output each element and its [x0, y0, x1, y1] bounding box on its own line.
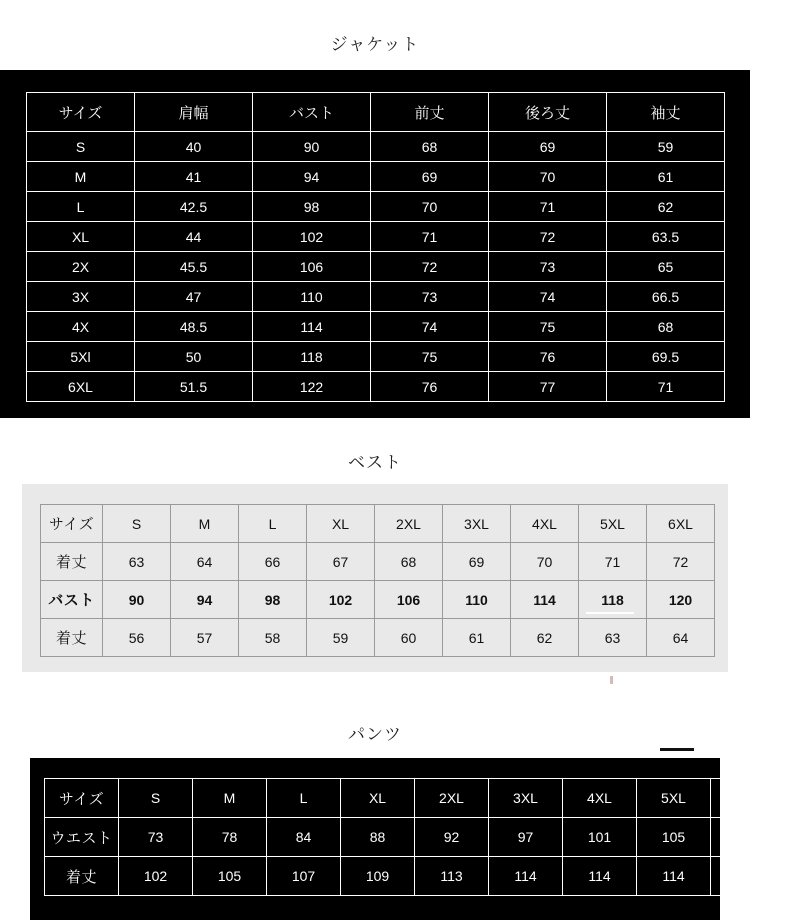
- cell: 77: [489, 372, 607, 402]
- cell: 73: [371, 282, 489, 312]
- cell: 118: [253, 342, 371, 372]
- table-row: [27, 282, 725, 312]
- table-row: [27, 342, 725, 372]
- cell: 40: [135, 132, 253, 162]
- cell: 59: [307, 619, 375, 657]
- table-row: [27, 192, 725, 222]
- cell: 2X: [27, 252, 135, 282]
- cell: 107: [267, 857, 341, 896]
- cell: 6XL: [711, 779, 785, 818]
- cell: 3XL: [443, 505, 511, 543]
- column-header: 前丈: [371, 93, 489, 132]
- cell: 70: [489, 162, 607, 192]
- cell: 69.5: [607, 342, 725, 372]
- row-header: サイズ: [45, 779, 119, 818]
- cell: 71: [579, 543, 647, 581]
- cell: 90: [103, 581, 171, 619]
- cell: 64: [647, 619, 715, 657]
- cell: 5XL: [579, 505, 647, 543]
- cell: 68: [375, 543, 443, 581]
- vest-section-title: ベスト: [348, 453, 402, 472]
- cell: 92: [415, 818, 489, 857]
- row-header: 着丈: [41, 543, 103, 581]
- cell: 120: [647, 581, 715, 619]
- cell: 78: [193, 818, 267, 857]
- cell: 72: [489, 222, 607, 252]
- cell: 63: [579, 619, 647, 657]
- cell: 45.5: [135, 252, 253, 282]
- cell: 102: [119, 857, 193, 896]
- column-header: バスト: [253, 93, 371, 132]
- table-row: [27, 312, 725, 342]
- row-header: 着丈: [41, 619, 103, 657]
- cell: 51.5: [135, 372, 253, 402]
- cell: L: [267, 779, 341, 818]
- cell: 122: [253, 372, 371, 402]
- cell: 67: [307, 543, 375, 581]
- cell: 60: [375, 619, 443, 657]
- cell: 48.5: [135, 312, 253, 342]
- cell: 63: [103, 543, 171, 581]
- pants-section-title: パンツ: [348, 725, 402, 744]
- cell: 71: [489, 192, 607, 222]
- cell: 101: [563, 818, 637, 857]
- cell: 114: [511, 581, 579, 619]
- cell: 109: [341, 857, 415, 896]
- cell: S: [27, 132, 135, 162]
- cell: 3XL: [489, 779, 563, 818]
- cell: 114: [489, 857, 563, 896]
- cell: 105: [193, 857, 267, 896]
- cell: L: [239, 505, 307, 543]
- cell: 114: [637, 857, 711, 896]
- row-header: 着丈: [45, 857, 119, 896]
- cell: 68: [607, 312, 725, 342]
- cell: 62: [607, 192, 725, 222]
- cell: 114: [253, 312, 371, 342]
- cell: M: [171, 505, 239, 543]
- table-row: [27, 222, 725, 252]
- table-row: [45, 779, 785, 818]
- cell: 118: [579, 581, 647, 619]
- row-header: バスト: [41, 581, 103, 619]
- cell: 65: [607, 252, 725, 282]
- cell: 74: [371, 312, 489, 342]
- table-row: [45, 818, 785, 857]
- cell: 114: [563, 857, 637, 896]
- cell: 61: [607, 162, 725, 192]
- table-row: [27, 162, 725, 192]
- cell: 115: [711, 857, 785, 896]
- cell: 63.5: [607, 222, 725, 252]
- cell: 5Xl: [27, 342, 135, 372]
- table-row: [45, 857, 785, 896]
- cell: 76: [489, 342, 607, 372]
- cell: 4X: [27, 312, 135, 342]
- cell: S: [119, 779, 193, 818]
- cell: 106: [375, 581, 443, 619]
- cell: 50: [135, 342, 253, 372]
- row-header: ウエスト: [45, 818, 119, 857]
- cell: 41: [135, 162, 253, 192]
- cell: 69: [489, 132, 607, 162]
- pants-size-table: [44, 778, 785, 896]
- cell: 110: [253, 282, 371, 312]
- cell: 4XL: [563, 779, 637, 818]
- table-row: [27, 132, 725, 162]
- cell: 57: [171, 619, 239, 657]
- cell: 75: [489, 312, 607, 342]
- column-header: 肩幅: [135, 93, 253, 132]
- cell: 98: [239, 581, 307, 619]
- cell: 94: [253, 162, 371, 192]
- cell: 74: [489, 282, 607, 312]
- cell: 105: [637, 818, 711, 857]
- scan-artifact-line: [586, 612, 634, 614]
- table-header-row: [27, 93, 725, 132]
- scan-artifact-mark: [660, 748, 694, 751]
- cell: 90: [253, 132, 371, 162]
- jacket-size-table: [26, 92, 725, 402]
- cell: 88: [341, 818, 415, 857]
- cell: 58: [239, 619, 307, 657]
- cell: 69: [371, 162, 489, 192]
- cell: 59: [607, 132, 725, 162]
- cell: 113: [415, 857, 489, 896]
- cell: M: [193, 779, 267, 818]
- cell: 72: [371, 252, 489, 282]
- scan-artifact-mark: [610, 676, 613, 684]
- cell: 97: [489, 818, 563, 857]
- cell: 64: [171, 543, 239, 581]
- cell: 94: [171, 581, 239, 619]
- cell: 69: [443, 543, 511, 581]
- table-row: [41, 505, 715, 543]
- cell: 71: [371, 222, 489, 252]
- table-row: [27, 372, 725, 402]
- table-row: [41, 543, 715, 581]
- cell: 56: [103, 619, 171, 657]
- cell: 42.5: [135, 192, 253, 222]
- cell: 102: [307, 581, 375, 619]
- cell: 73: [119, 818, 193, 857]
- cell: M: [27, 162, 135, 192]
- cell: 72: [647, 543, 715, 581]
- cell: XL: [341, 779, 415, 818]
- cell: 71: [607, 372, 725, 402]
- cell: 66.5: [607, 282, 725, 312]
- cell: 98: [253, 192, 371, 222]
- cell: 4XL: [511, 505, 579, 543]
- cell: 2XL: [415, 779, 489, 818]
- cell: S: [103, 505, 171, 543]
- cell: 70: [371, 192, 489, 222]
- cell: 47: [135, 282, 253, 312]
- column-header: 袖丈: [607, 93, 725, 132]
- cell: XL: [27, 222, 135, 252]
- cell: 61: [443, 619, 511, 657]
- cell: 70: [511, 543, 579, 581]
- cell: 68: [371, 132, 489, 162]
- cell: 109: [711, 818, 785, 857]
- table-row: [41, 619, 715, 657]
- cell: 6XL: [647, 505, 715, 543]
- cell: 66: [239, 543, 307, 581]
- cell: 44: [135, 222, 253, 252]
- cell: 2XL: [375, 505, 443, 543]
- cell: L: [27, 192, 135, 222]
- cell: 106: [253, 252, 371, 282]
- cell: 84: [267, 818, 341, 857]
- cell: 6XL: [27, 372, 135, 402]
- cell: 102: [253, 222, 371, 252]
- table-row: [27, 252, 725, 282]
- column-header: サイズ: [27, 93, 135, 132]
- cell: 5XL: [637, 779, 711, 818]
- cell: 76: [371, 372, 489, 402]
- cell: XL: [307, 505, 375, 543]
- cell: 110: [443, 581, 511, 619]
- row-header: サイズ: [41, 505, 103, 543]
- vest-size-table: [40, 504, 715, 657]
- cell: 62: [511, 619, 579, 657]
- column-header: 後ろ丈: [489, 93, 607, 132]
- jacket-section-title: ジャケット: [330, 35, 420, 54]
- cell: 75: [371, 342, 489, 372]
- cell: 3X: [27, 282, 135, 312]
- cell: 73: [489, 252, 607, 282]
